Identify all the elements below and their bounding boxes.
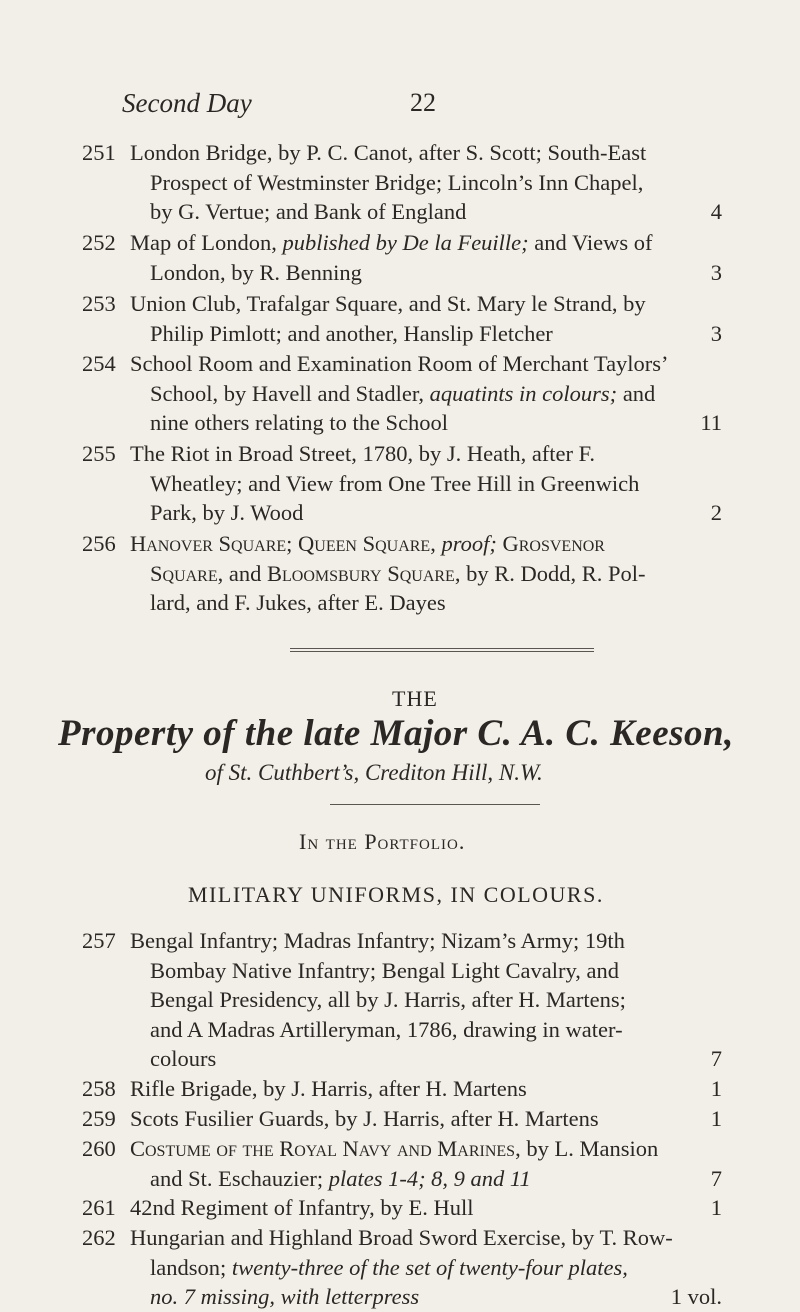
lot-text: and St. Eschauzier; plates 1-4; 8, 9 and 11 — [150, 1165, 531, 1191]
consignor-the: THE — [392, 686, 438, 711]
lot-quantity: 1 — [710, 1076, 722, 1101]
lot-text: Square, and Bloomsbury Square, by R. Dodd, R. Pol- — [150, 560, 646, 586]
lot-text: Bombay Native Infantry; Bengal Light Cavalry, and — [150, 957, 620, 983]
lot-quantity: 7 — [710, 1165, 722, 1191]
lot-number: 258 — [82, 1076, 116, 1101]
lot-number: 253 — [82, 291, 116, 316]
lot-quantity: 4 — [710, 199, 722, 224]
portfolio-heading: In the Portfolio. — [299, 829, 466, 854]
consignor-address: of St. Cuthbert’s, Crediton Hill, N.W. — [205, 760, 543, 785]
lot-text: Park, by J. Wood — [150, 500, 304, 525]
lot-text: nine others relating to the School — [150, 410, 449, 435]
running-head — [122, 88, 700, 122]
lot-quantity: 7 — [710, 1046, 722, 1071]
lot-text: Map of London, published by De la Feuille; and Views of — [130, 230, 653, 255]
lot-text: Union Club, Trafalgar Square, and St. Mary le Strand, by — [130, 291, 646, 316]
lot-number: 257 — [82, 928, 116, 953]
lot-text: Bengal Infantry; Madras Infantry; Nizam’s Army; 19th — [130, 928, 625, 953]
lot-text: London Bridge, by P. C. Canot, after S. Scott; South-East — [130, 140, 647, 165]
lot-text: lard, and F. Jukes, after E. Dayes — [150, 590, 446, 615]
lot-text: Prospect of Westminster Bridge; Lincoln’s Inn Chapel, — [150, 169, 644, 195]
lot-text: landson; twenty-three of the set of twenty-four plates, — [150, 1254, 628, 1280]
divider-rule — [330, 804, 540, 805]
lot-number: 254 — [82, 351, 116, 376]
lot-text: Scots Fusilier Guards, by J. Harris, after H. Martens — [130, 1106, 599, 1131]
lot-text: 42nd Regiment of Infantry, by E. Hull — [130, 1195, 474, 1220]
lot-text: colours — [150, 1046, 217, 1071]
day-heading: Second Day — [122, 88, 252, 118]
lot-text: Philip Pimlott; and another, Hanslip Fletcher — [150, 320, 553, 346]
lot-text: no. 7 missing, with letterpress — [150, 1284, 420, 1309]
lot-quantity: 1 — [710, 1195, 722, 1220]
consignor-heading: Property of the late Major C. A. C. Keeson, — [58, 713, 734, 754]
lot-quantity: 3 — [710, 320, 722, 346]
lot-number: 260 — [82, 1136, 116, 1161]
lot-text: London, by R. Benning — [150, 259, 362, 285]
lot-text: Bengal Presidency, all by J. Harris, after H. Martens; — [150, 987, 626, 1012]
lot-quantity: 2 — [710, 500, 722, 525]
page-number: 22 — [410, 88, 436, 117]
section-title: MILITARY UNIFORMS, IN COLOURS. — [188, 882, 604, 907]
lot-quantity: 1 vol. — [670, 1284, 722, 1309]
lot-number: 262 — [82, 1225, 116, 1250]
lot-text: Hungarian and Highland Broad Sword Exercise, by T. Row- — [130, 1225, 673, 1250]
lot-number: 251 — [82, 140, 116, 165]
lot-quantity: 11 — [700, 410, 722, 435]
lot-text: Rifle Brigade, by J. Harris, after H. Martens — [130, 1076, 527, 1101]
lot-quantity: 1 — [710, 1106, 722, 1131]
lot-text: School, by Havell and Stadler, aquatints in colours; and — [150, 380, 656, 406]
lot-number: 255 — [82, 441, 116, 466]
lot-text: Hanover Square; Queen Square, proof; Grosvenor — [130, 531, 605, 556]
lot-text: Costume of the Royal Navy and Marines, by L. Mansion — [130, 1136, 659, 1161]
lot-text: by G. Vertue; and Bank of England — [150, 199, 467, 224]
lot-number: 259 — [82, 1106, 116, 1131]
divider-rule — [290, 648, 594, 652]
lot-text: The Riot in Broad Street, 1780, by J. Heath, after F. — [130, 441, 595, 466]
lot-text: and A Madras Artilleryman, 1786, drawing in water- — [150, 1016, 623, 1042]
lot-number: 261 — [82, 1195, 116, 1220]
lot-number: 252 — [82, 230, 116, 255]
lot-number: 256 — [82, 531, 116, 556]
lot-quantity: 3 — [710, 259, 722, 285]
lot-text: School Room and Examination Room of Merchant Taylors’ — [130, 351, 669, 376]
lot-text: Wheatley; and View from One Tree Hill in Greenwich — [150, 470, 640, 496]
